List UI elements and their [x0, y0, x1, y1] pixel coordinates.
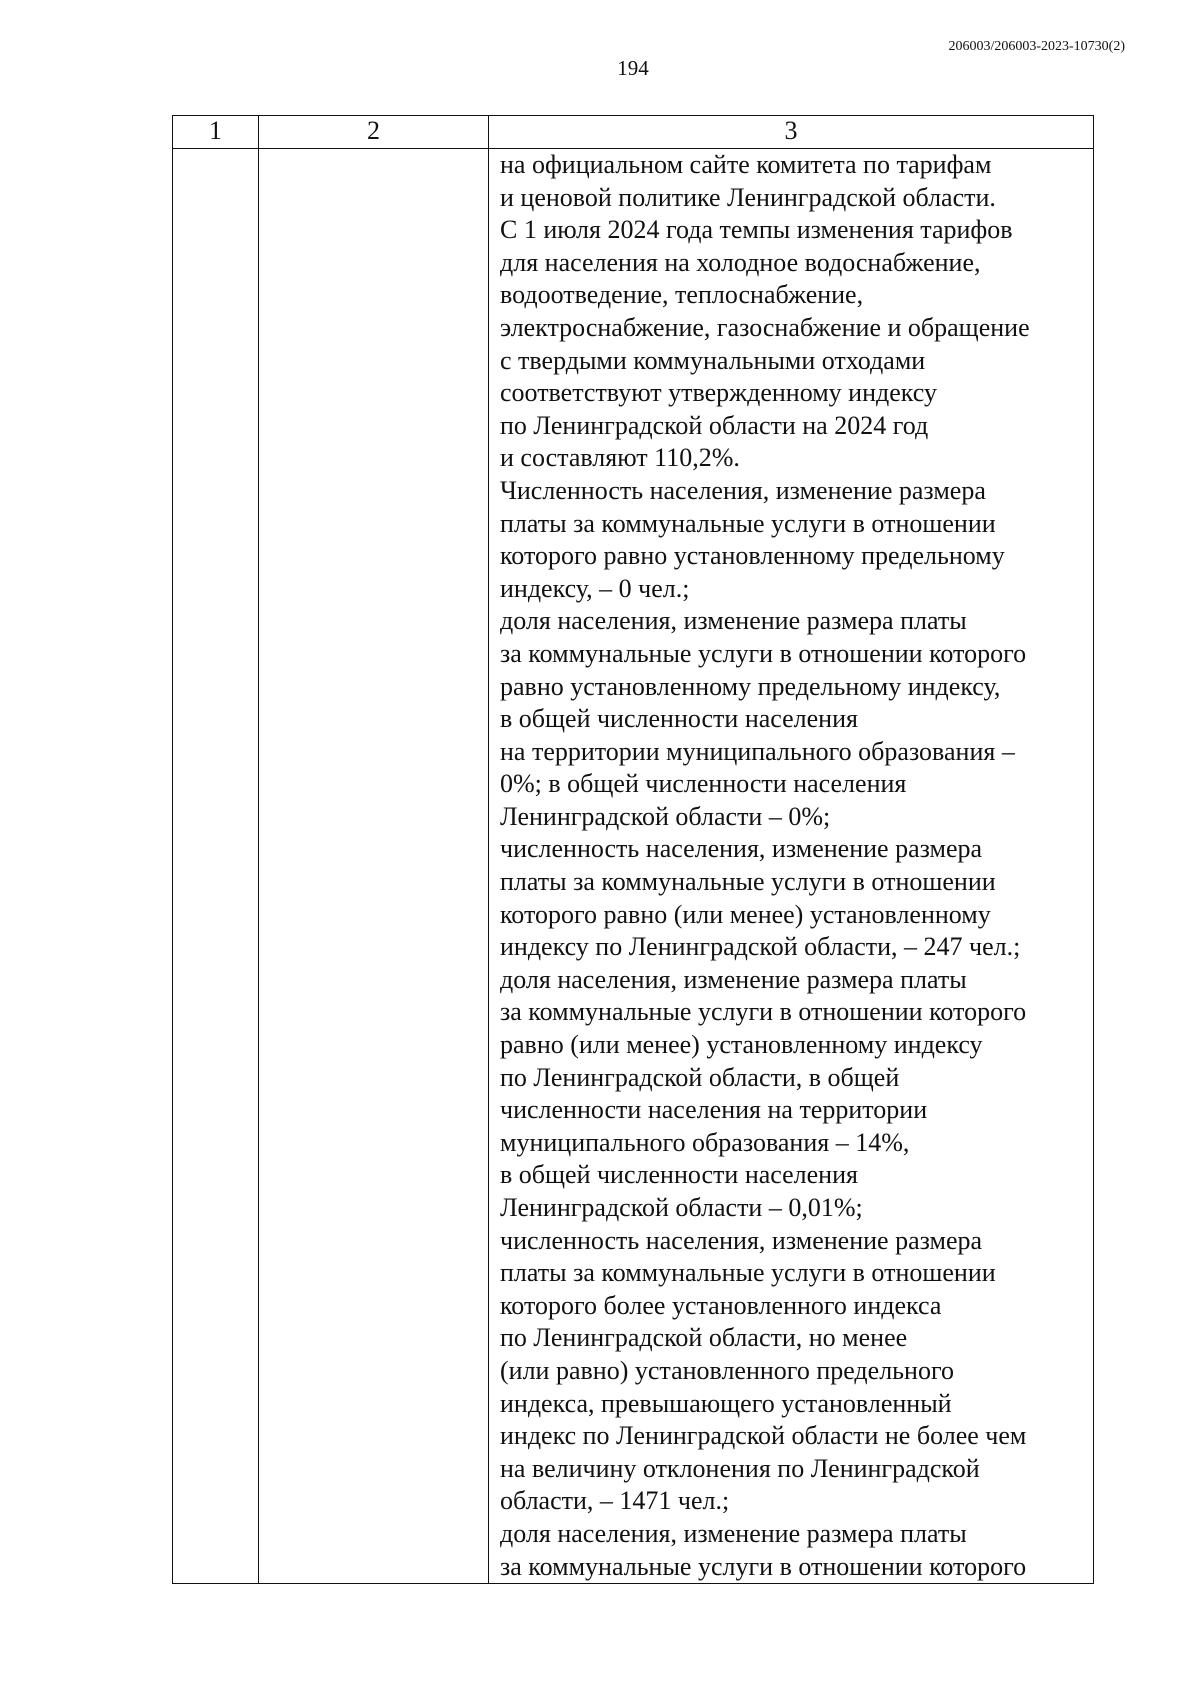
text-line: С 1 июля 2024 года темпы изменения тарифов [500, 215, 1013, 245]
text-line: на величину отклонения по Ленинградской [500, 1453, 980, 1483]
text-line: платы за коммунальные услуги в отношении [500, 1258, 996, 1288]
text-line: которого равно установленному предельному [500, 541, 1005, 571]
text-line: муниципального образования – 14%, [500, 1127, 910, 1157]
text-line: в общей численности населения [500, 704, 858, 734]
col3-text-block [489, 149, 1093, 1583]
text-line: доля населения, изменение размера платы [500, 964, 967, 994]
text-line: Ленинградской области – 0,01%; [500, 1193, 863, 1222]
column-header-1: 1 [173, 116, 259, 149]
text-line: которого более установленного индекса [500, 1290, 942, 1320]
text-line: платы за коммунальные услуги в отношении [500, 508, 996, 538]
page-number: 194 [617, 56, 649, 80]
text-line: на территории муниципального образования – [500, 736, 1015, 766]
text-line: (или равно) установленного предельного [500, 1355, 954, 1385]
document-id: 206003/206003-2023-10730(2) [948, 39, 1125, 54]
text-line: для населения на холодное водоснабжение, [500, 247, 981, 277]
text-line: в общей численности населения [500, 1160, 858, 1190]
text-line: с твердыми коммунальными отходами [500, 345, 926, 375]
text-line: водоотведение, теплоснабжение, [500, 280, 864, 310]
text-line: по Ленинградской области, но менее [500, 1323, 908, 1353]
text-line: которого равно (или менее) установленному [500, 899, 991, 929]
text-line: соответствуют утвержденному индексу [500, 378, 937, 408]
text-line: Ленинградской области – 0%; [500, 801, 831, 831]
text-line: индексу по Ленинградской области, – 247 чел.; [500, 932, 1021, 962]
text-line: индексу, – 0 чел.; [500, 573, 690, 603]
text-line: по Ленинградской области, в общей [500, 1062, 900, 1092]
cell-col3 [489, 149, 1094, 1584]
column-header-3: 3 [489, 116, 1094, 149]
text-line: равно установленному предельному индексу, [500, 671, 1001, 701]
text-line: доля населения, изменение размера платы [500, 606, 967, 636]
cell-col1 [173, 149, 259, 1584]
text-line: и ценовой политике Ленинградской области. [500, 182, 996, 212]
text-line: электроснабжение, газоснабжение и обращение [500, 312, 1030, 342]
text-line: 0%; в общей численности населения [500, 769, 907, 799]
text-line: численность населения, изменение размера [500, 1225, 983, 1255]
text-line: за коммунальные услуги в отношении которого [500, 997, 1027, 1027]
text-line: доля населения, изменение размера платы [500, 1518, 967, 1548]
column-header-2: 2 [259, 116, 489, 149]
text-line: индекса, превышающего установленный [500, 1388, 952, 1418]
text-line: Численность населения, изменение размера [500, 475, 986, 505]
table-row [173, 149, 1094, 1584]
text-line: равно (или менее) установленному индексу [500, 1030, 983, 1060]
text-line: на официальном сайте комитета по тарифам [500, 150, 992, 179]
text-line: области, – 1471 чел.; [500, 1486, 730, 1516]
text-line: за коммунальные услуги в отношении которого [500, 638, 1027, 668]
text-line: индекс по Ленинградской области не более чем [500, 1421, 1027, 1451]
text-line: численности населения на территории [500, 1095, 928, 1125]
cell-col2 [259, 149, 489, 1584]
table-header-row [173, 116, 1094, 149]
text-line: численность населения, изменение размера [500, 834, 983, 864]
text-line: по Ленинградской области на 2024 год [500, 410, 929, 440]
text-line: и составляют 110,2%. [500, 443, 740, 473]
text-line: платы за коммунальные услуги в отношении [500, 867, 996, 897]
text-line: за коммунальные услуги в отношении которого [500, 1551, 1027, 1581]
content-table [172, 115, 1094, 1584]
